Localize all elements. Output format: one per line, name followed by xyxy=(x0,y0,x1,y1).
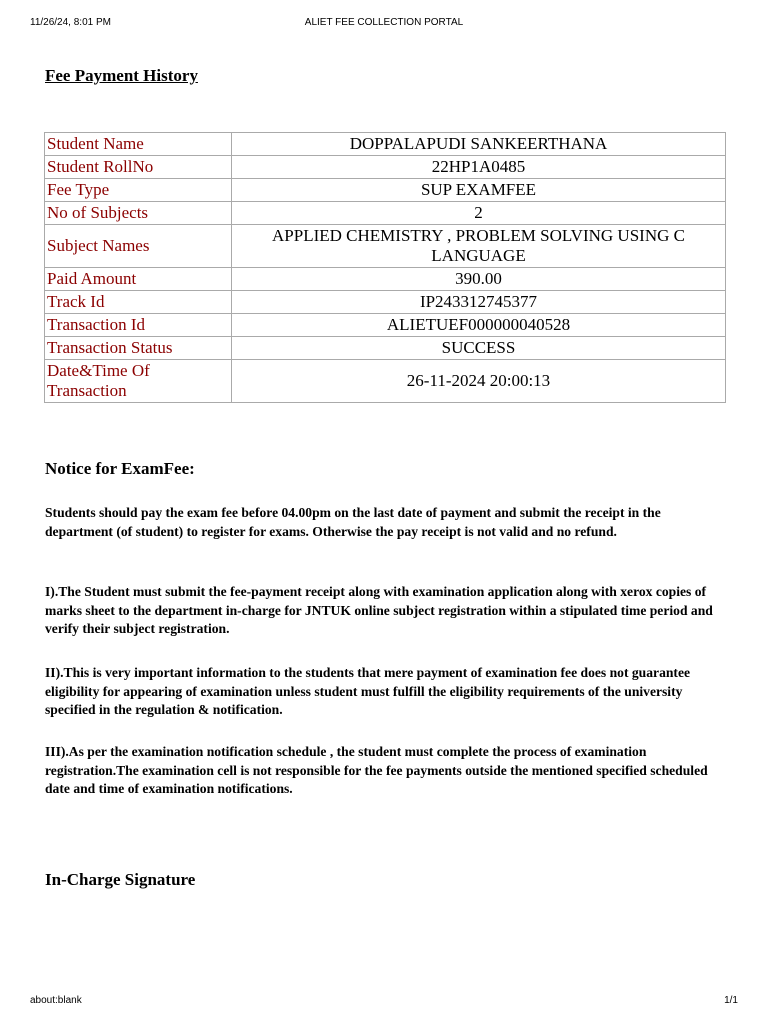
notice-paragraph-1: I).The Student must submit the fee-payment receipt along with examination application along with xerox copies of marks sheet to the department in-charge for JNTUK online subject registration within a stipulated time period and verify their subject registration. xyxy=(45,584,713,636)
row-value-roll-no: 22HP1A0485 xyxy=(232,156,726,179)
table-row xyxy=(45,314,726,337)
row-label-paid-amount: Paid Amount xyxy=(45,268,232,291)
row-label-student-name: Student Name xyxy=(45,133,232,156)
row-value-transaction-datetime: 26-11-2024 20:00:13 xyxy=(232,360,726,403)
notice-paragraph-general: Students should pay the exam fee before 04.00pm on the last date of payment and submit the receipt in the department (of student) to register for exams. Otherwise the pay receipt is not valid and no refund. xyxy=(45,505,661,539)
table-row xyxy=(45,268,726,291)
print-url: about:blank xyxy=(30,995,82,1006)
row-label-roll-no: Student RollNo xyxy=(45,156,232,179)
row-label-transaction-datetime: Date&Time Of Transaction xyxy=(45,360,232,403)
row-label-subject-names: Subject Names xyxy=(45,225,232,268)
table-row xyxy=(45,179,726,202)
in-charge-signature-label: In-Charge Signature xyxy=(45,870,196,889)
row-label-fee-type: Fee Type xyxy=(45,179,232,202)
row-value-no-of-subjects: 2 xyxy=(232,202,726,225)
table-row xyxy=(45,202,726,225)
row-label-track-id: Track Id xyxy=(45,291,232,314)
print-page-number: 1/1 xyxy=(724,995,738,1006)
notice-paragraph-3: III).As per the examination notification schedule , the student must complete the process of examination registration.The examination cell is not responsible for the fee payments outside the mentioned specified scheduled date and time of examination notifications. xyxy=(45,744,708,796)
row-value-track-id: IP243312745377 xyxy=(232,291,726,314)
row-label-transaction-status: Transaction Status xyxy=(45,337,232,360)
table-row xyxy=(45,360,726,403)
row-label-transaction-id: Transaction Id xyxy=(45,314,232,337)
table-row xyxy=(45,337,726,360)
print-datetime: 11/26/24, 8:01 PM xyxy=(30,17,111,28)
row-value-subject-names: APPLIED CHEMISTRY , PROBLEM SOLVING USING C LANGUAGE xyxy=(232,225,726,268)
notice-heading: Notice for ExamFee: xyxy=(45,459,195,478)
row-value-transaction-status: SUCCESS xyxy=(232,337,726,360)
fee-details-table xyxy=(44,132,726,403)
row-value-paid-amount: 390.00 xyxy=(232,268,726,291)
row-value-transaction-id: ALIETUEF000000040528 xyxy=(232,314,726,337)
row-label-no-of-subjects: No of Subjects xyxy=(45,202,232,225)
print-header xyxy=(30,17,738,31)
row-value-student-name: DOPPALAPUDI SANKEERTHANA xyxy=(232,133,726,156)
page-title: Fee Payment History xyxy=(45,66,198,85)
notice-paragraph-2: II).This is very important information to the students that mere payment of examination fee does not guarantee eligibility for appearing of examination unless student must fulfill the eligibility requirements of the university specified in the regulation & notification. xyxy=(45,665,691,717)
row-value-fee-type: SUP EXAMFEE xyxy=(232,179,726,202)
print-title: ALIET FEE COLLECTION PORTAL xyxy=(304,17,464,28)
table-row xyxy=(45,225,726,268)
table-row xyxy=(45,291,726,314)
table-row xyxy=(45,133,726,156)
table-row xyxy=(45,156,726,179)
print-footer xyxy=(30,995,738,1009)
